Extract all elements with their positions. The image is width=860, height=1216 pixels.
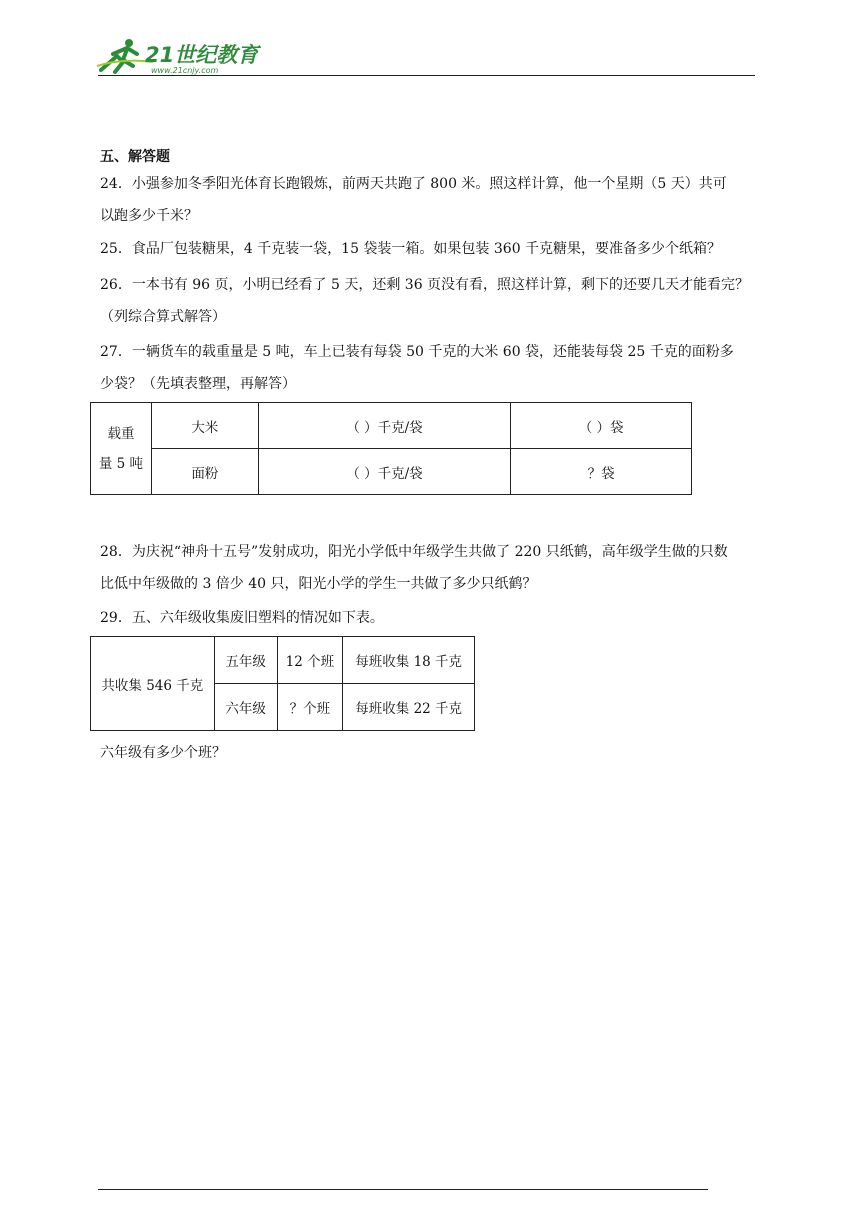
- classes-cell: 12 个班: [277, 637, 343, 684]
- item-cell: 大米: [151, 403, 258, 449]
- table-row: [91, 403, 692, 449]
- merged-cell-line-2: 量 5 吨: [98, 455, 144, 472]
- per-class-cell: 每班收集 18 千克: [343, 637, 475, 684]
- question-24-line-2: 以跑多少千米？: [100, 208, 198, 224]
- question-24-line-1: 24．小强参加冬季阳光体育长跑锻炼，前两天共跑了 800 米。照这样计算，他一个星期（5 天）共可: [100, 176, 727, 192]
- table-row: [91, 449, 692, 495]
- question-25: 25．食品厂包装糖果，4 千克装一袋，15 袋装一箱。如果包装 360 千克糖果，要准备多少个纸箱？: [100, 241, 722, 257]
- question-29: 29．五、六年级收集废旧塑料的情况如下表。: [100, 610, 384, 626]
- per-bag-cell: （ ）千克/袋: [258, 449, 511, 495]
- question-27-line-2: 少袋？（先填表整理，再解答）: [100, 376, 296, 392]
- logo-url: www.21cnjy.com: [151, 66, 219, 75]
- plastic-collection-table: [90, 636, 475, 731]
- load-table: [90, 402, 692, 495]
- classes-cell: ？个班: [277, 684, 343, 731]
- merged-cell: 共收集 546 千克: [91, 637, 215, 731]
- question-28-line-2: 比低中年级做的 3 倍少 40 只，阳光小学的学生一共做了多少只纸鹤？: [100, 576, 537, 592]
- question-26-line-2: （列综合算式解答）: [100, 309, 226, 325]
- logo-text: 21世纪教育: [145, 43, 259, 67]
- header-divider: [98, 75, 755, 76]
- item-cell: 面粉: [151, 449, 258, 495]
- merged-cell-line-1: 载重: [107, 425, 135, 442]
- bags-cell: （ ）袋: [511, 403, 692, 449]
- grade-cell: 六年级: [214, 684, 277, 731]
- question-28-line-1: 28．为庆祝“神舟十五号”发射成功，阳光小学低中年级学生共做了 220 只纸鹤，高年级学生做的只数: [100, 544, 728, 560]
- footer-divider: [98, 1189, 708, 1190]
- merged-cell: [91, 403, 152, 495]
- per-class-cell: 每班收集 22 千克: [343, 684, 475, 731]
- question-26-line-1: 26．一本书有 96 页，小明已经看了 5 天，还剩 36 页没有看，照这样计算，剩下的还要几天才能看完？: [100, 277, 750, 293]
- bags-cell: ？袋: [511, 449, 692, 495]
- site-logo: [93, 36, 263, 76]
- question-29-prompt: 六年级有多少个班？: [100, 745, 226, 761]
- section-title: 五、解答题: [100, 149, 170, 165]
- question-27-line-1: 27．一辆货车的载重量是 5 吨，车上已装有每袋 50 千克的大米 60 袋，还能装每袋 25 千克的面粉多: [100, 344, 734, 360]
- per-bag-cell: （ ）千克/袋: [258, 403, 511, 449]
- grade-cell: 五年级: [214, 637, 277, 684]
- table-row: [91, 637, 475, 684]
